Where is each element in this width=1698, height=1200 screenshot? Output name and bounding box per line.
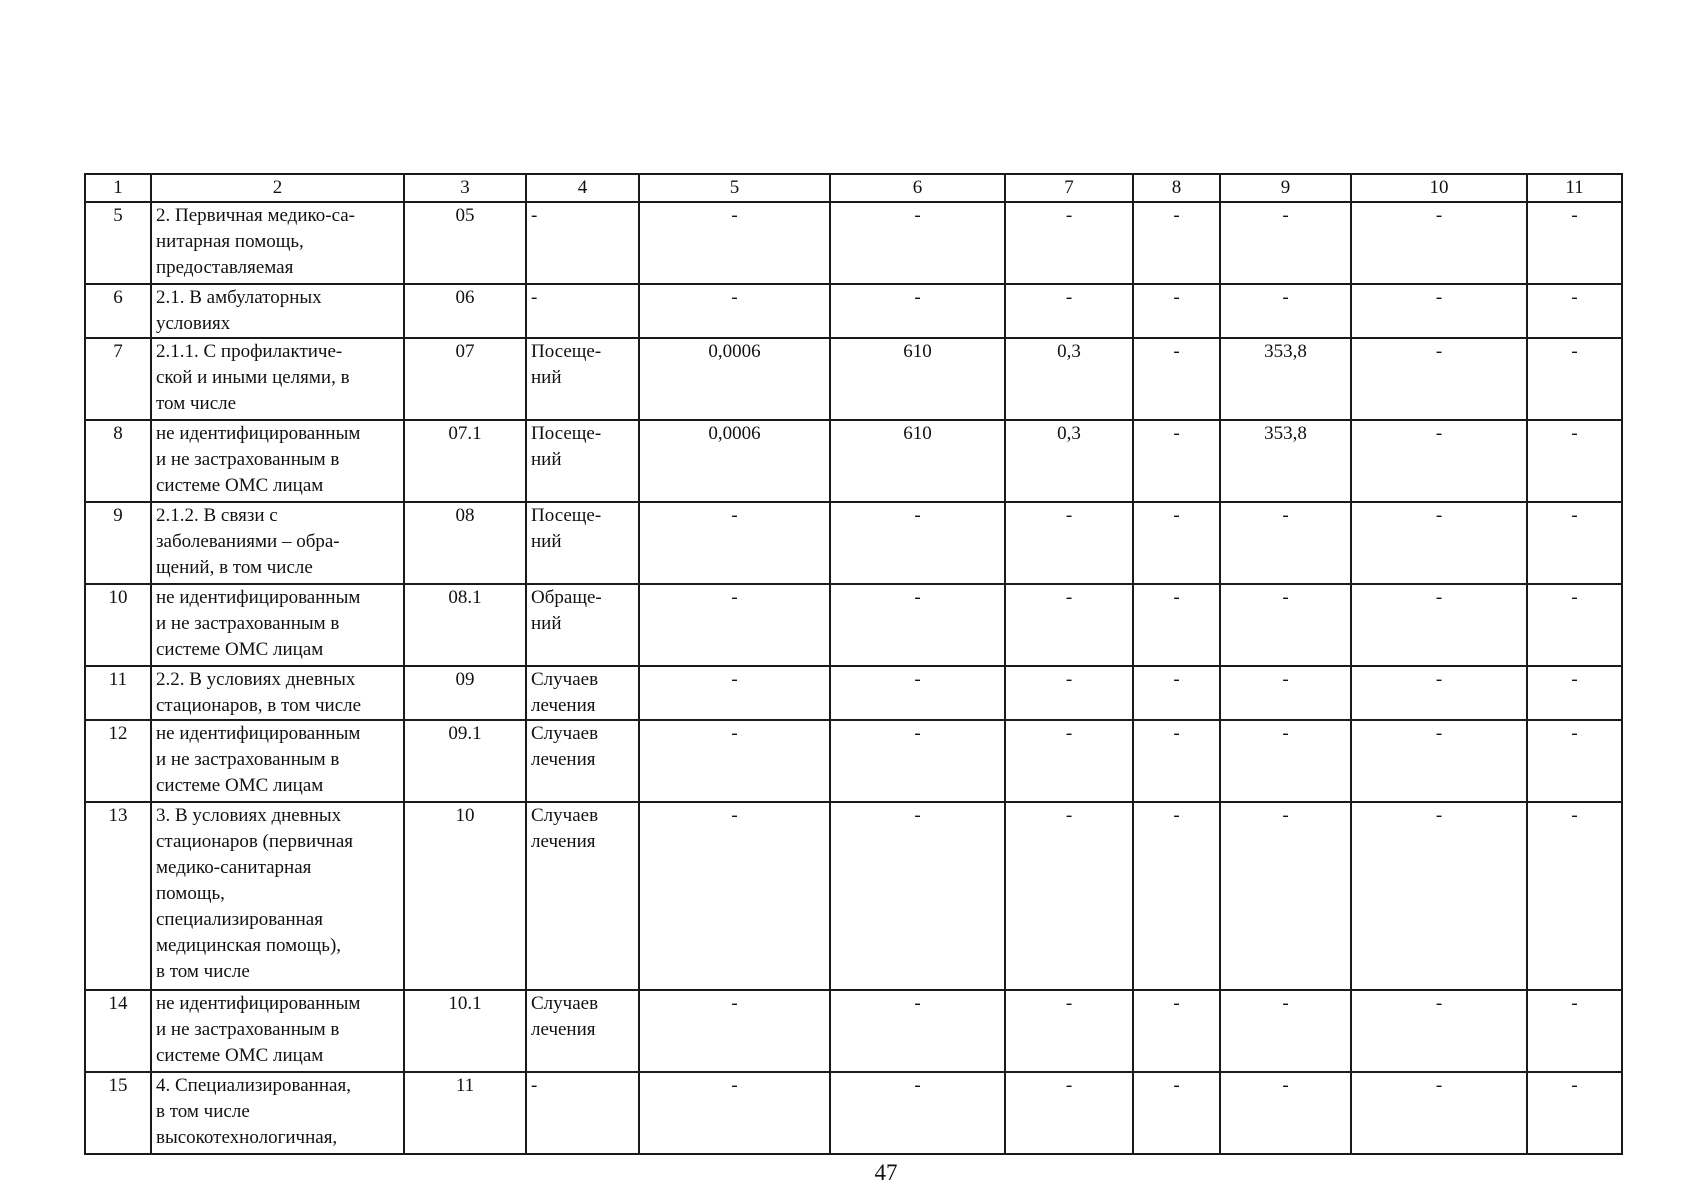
value-col-11: - xyxy=(1527,338,1622,420)
value-col-5: - xyxy=(639,502,830,584)
line-code: 06 xyxy=(404,284,526,338)
value-col-8: - xyxy=(1133,802,1220,990)
table-row xyxy=(85,720,1622,802)
line-code: 07 xyxy=(404,338,526,420)
value-col-8: - xyxy=(1133,284,1220,338)
value-col-8: - xyxy=(1133,420,1220,502)
row-number: 12 xyxy=(85,720,151,802)
value-col-8: - xyxy=(1133,202,1220,284)
row-number: 5 xyxy=(85,202,151,284)
value-col-11: - xyxy=(1527,720,1622,802)
unit-of-measure: Обраще- ний xyxy=(526,584,639,666)
value-col-8: - xyxy=(1133,990,1220,1072)
table-row xyxy=(85,666,1622,720)
indicator-name: 2. Первичная медико-са- нитарная помощь, предоставляемая xyxy=(151,202,404,284)
value-col-8: - xyxy=(1133,338,1220,420)
value-col-6: - xyxy=(830,502,1005,584)
line-code: 05 xyxy=(404,202,526,284)
value-col-7: - xyxy=(1005,666,1133,720)
data-table xyxy=(84,173,1623,1155)
header-cell: 8 xyxy=(1133,174,1220,202)
value-col-9: - xyxy=(1220,802,1351,990)
value-col-6: - xyxy=(830,802,1005,990)
indicator-name: не идентифицированным и не застрахованным в системе ОМС лицам xyxy=(151,720,404,802)
table-row xyxy=(85,990,1622,1072)
value-col-7: - xyxy=(1005,284,1133,338)
value-col-11: - xyxy=(1527,802,1622,990)
header-cell: 10 xyxy=(1351,174,1527,202)
value-col-11: - xyxy=(1527,202,1622,284)
value-col-11: - xyxy=(1527,1072,1622,1154)
value-col-5: - xyxy=(639,284,830,338)
value-col-10: - xyxy=(1351,990,1527,1072)
value-col-5: - xyxy=(639,202,830,284)
indicator-name: 2.2. В условиях дневных стационаров, в том числе xyxy=(151,666,404,720)
value-col-6: - xyxy=(830,284,1005,338)
value-col-9: - xyxy=(1220,1072,1351,1154)
value-col-6: - xyxy=(830,1072,1005,1154)
value-col-8: - xyxy=(1133,666,1220,720)
header-cell: 7 xyxy=(1005,174,1133,202)
line-code: 11 xyxy=(404,1072,526,1154)
indicator-name: не идентифицированным и не застрахованным в системе ОМС лицам xyxy=(151,990,404,1072)
row-number: 10 xyxy=(85,584,151,666)
unit-of-measure: Посеще- ний xyxy=(526,338,639,420)
value-col-11: - xyxy=(1527,666,1622,720)
value-col-5: 0,0006 xyxy=(639,338,830,420)
unit-of-measure: Посеще- ний xyxy=(526,420,639,502)
header-cell: 1 xyxy=(85,174,151,202)
value-col-6: - xyxy=(830,202,1005,284)
table-row xyxy=(85,1072,1622,1154)
indicator-name: не идентифицированным и не застрахованным в системе ОМС лицам xyxy=(151,420,404,502)
value-col-11: - xyxy=(1527,990,1622,1072)
row-number: 11 xyxy=(85,666,151,720)
unit-of-measure: Случаев лечения xyxy=(526,666,639,720)
unit-of-measure: Случаев лечения xyxy=(526,990,639,1072)
header-cell: 11 xyxy=(1527,174,1622,202)
value-col-5: - xyxy=(639,584,830,666)
unit-of-measure: Случаев лечения xyxy=(526,720,639,802)
value-col-5: - xyxy=(639,802,830,990)
row-number: 15 xyxy=(85,1072,151,1154)
table-row xyxy=(85,584,1622,666)
indicator-name: 2.1.2. В связи с заболеваниями – обра- щений, в том числе xyxy=(151,502,404,584)
row-number: 13 xyxy=(85,802,151,990)
value-col-6: - xyxy=(830,666,1005,720)
value-col-10: - xyxy=(1351,584,1527,666)
value-col-10: - xyxy=(1351,502,1527,584)
value-col-9: - xyxy=(1220,284,1351,338)
value-col-8: - xyxy=(1133,502,1220,584)
value-col-8: - xyxy=(1133,720,1220,802)
value-col-8: - xyxy=(1133,1072,1220,1154)
value-col-6: - xyxy=(830,584,1005,666)
value-col-5: - xyxy=(639,666,830,720)
value-col-7: - xyxy=(1005,990,1133,1072)
indicator-name: 3. В условиях дневных стационаров (первичная медико-санитарная помощь, специализированная медицинская помощь), в том числе xyxy=(151,802,404,990)
line-code: 10 xyxy=(404,802,526,990)
value-col-11: - xyxy=(1527,584,1622,666)
table-body xyxy=(85,174,1622,1154)
value-col-5: - xyxy=(639,1072,830,1154)
value-col-9: - xyxy=(1220,666,1351,720)
value-col-11: - xyxy=(1527,420,1622,502)
value-col-9: - xyxy=(1220,502,1351,584)
header-cell: 6 xyxy=(830,174,1005,202)
table-row xyxy=(85,802,1622,990)
table-row xyxy=(85,502,1622,584)
value-col-8: - xyxy=(1133,584,1220,666)
value-col-7: - xyxy=(1005,584,1133,666)
value-col-6: 610 xyxy=(830,338,1005,420)
header-cell: 5 xyxy=(639,174,830,202)
value-col-5: - xyxy=(639,720,830,802)
header-row xyxy=(85,174,1622,202)
value-col-10: - xyxy=(1351,802,1527,990)
row-number: 9 xyxy=(85,502,151,584)
value-col-6: - xyxy=(830,990,1005,1072)
unit-of-measure: Посеще- ний xyxy=(526,502,639,584)
value-col-10: - xyxy=(1351,338,1527,420)
value-col-10: - xyxy=(1351,1072,1527,1154)
unit-of-measure: - xyxy=(526,284,639,338)
value-col-10: - xyxy=(1351,202,1527,284)
value-col-9: 353,8 xyxy=(1220,420,1351,502)
table-row xyxy=(85,284,1622,338)
line-code: 09.1 xyxy=(404,720,526,802)
value-col-11: - xyxy=(1527,284,1622,338)
line-code: 07.1 xyxy=(404,420,526,502)
value-col-5: - xyxy=(639,990,830,1072)
value-col-6: - xyxy=(830,720,1005,802)
header-cell: 4 xyxy=(526,174,639,202)
header-cell: 2 xyxy=(151,174,404,202)
value-col-7: - xyxy=(1005,502,1133,584)
table-row xyxy=(85,202,1622,284)
table-row xyxy=(85,338,1622,420)
indicator-name: 2.1.1. С профилактиче- ской и иными целями, в том числе xyxy=(151,338,404,420)
indicator-name: 4. Специализированная, в том числе высокотехнологичная, xyxy=(151,1072,404,1154)
indicator-name: 2.1. В амбулаторных условиях xyxy=(151,284,404,338)
value-col-7: 0,3 xyxy=(1005,420,1133,502)
indicator-name: не идентифицированным и не застрахованным в системе ОМС лицам xyxy=(151,584,404,666)
value-col-10: - xyxy=(1351,420,1527,502)
page-number: 47 xyxy=(874,1160,898,1185)
line-code: 09 xyxy=(404,666,526,720)
value-col-5: 0,0006 xyxy=(639,420,830,502)
value-col-11: - xyxy=(1527,502,1622,584)
value-col-9: 353,8 xyxy=(1220,338,1351,420)
value-col-9: - xyxy=(1220,990,1351,1072)
line-code: 10.1 xyxy=(404,990,526,1072)
table-row xyxy=(85,420,1622,502)
value-col-6: 610 xyxy=(830,420,1005,502)
header-cell: 9 xyxy=(1220,174,1351,202)
line-code: 08 xyxy=(404,502,526,584)
header-cell: 3 xyxy=(404,174,526,202)
value-col-10: - xyxy=(1351,666,1527,720)
row-number: 6 xyxy=(85,284,151,338)
value-col-10: - xyxy=(1351,284,1527,338)
value-col-9: - xyxy=(1220,584,1351,666)
unit-of-measure: - xyxy=(526,1072,639,1154)
unit-of-measure: Случаев лечения xyxy=(526,802,639,990)
row-number: 7 xyxy=(85,338,151,420)
value-col-7: - xyxy=(1005,202,1133,284)
value-col-9: - xyxy=(1220,720,1351,802)
value-col-10: - xyxy=(1351,720,1527,802)
value-col-9: - xyxy=(1220,202,1351,284)
line-code: 08.1 xyxy=(404,584,526,666)
unit-of-measure: - xyxy=(526,202,639,284)
row-number: 14 xyxy=(85,990,151,1072)
value-col-7: 0,3 xyxy=(1005,338,1133,420)
value-col-7: - xyxy=(1005,802,1133,990)
value-col-7: - xyxy=(1005,720,1133,802)
value-col-7: - xyxy=(1005,1072,1133,1154)
row-number: 8 xyxy=(85,420,151,502)
